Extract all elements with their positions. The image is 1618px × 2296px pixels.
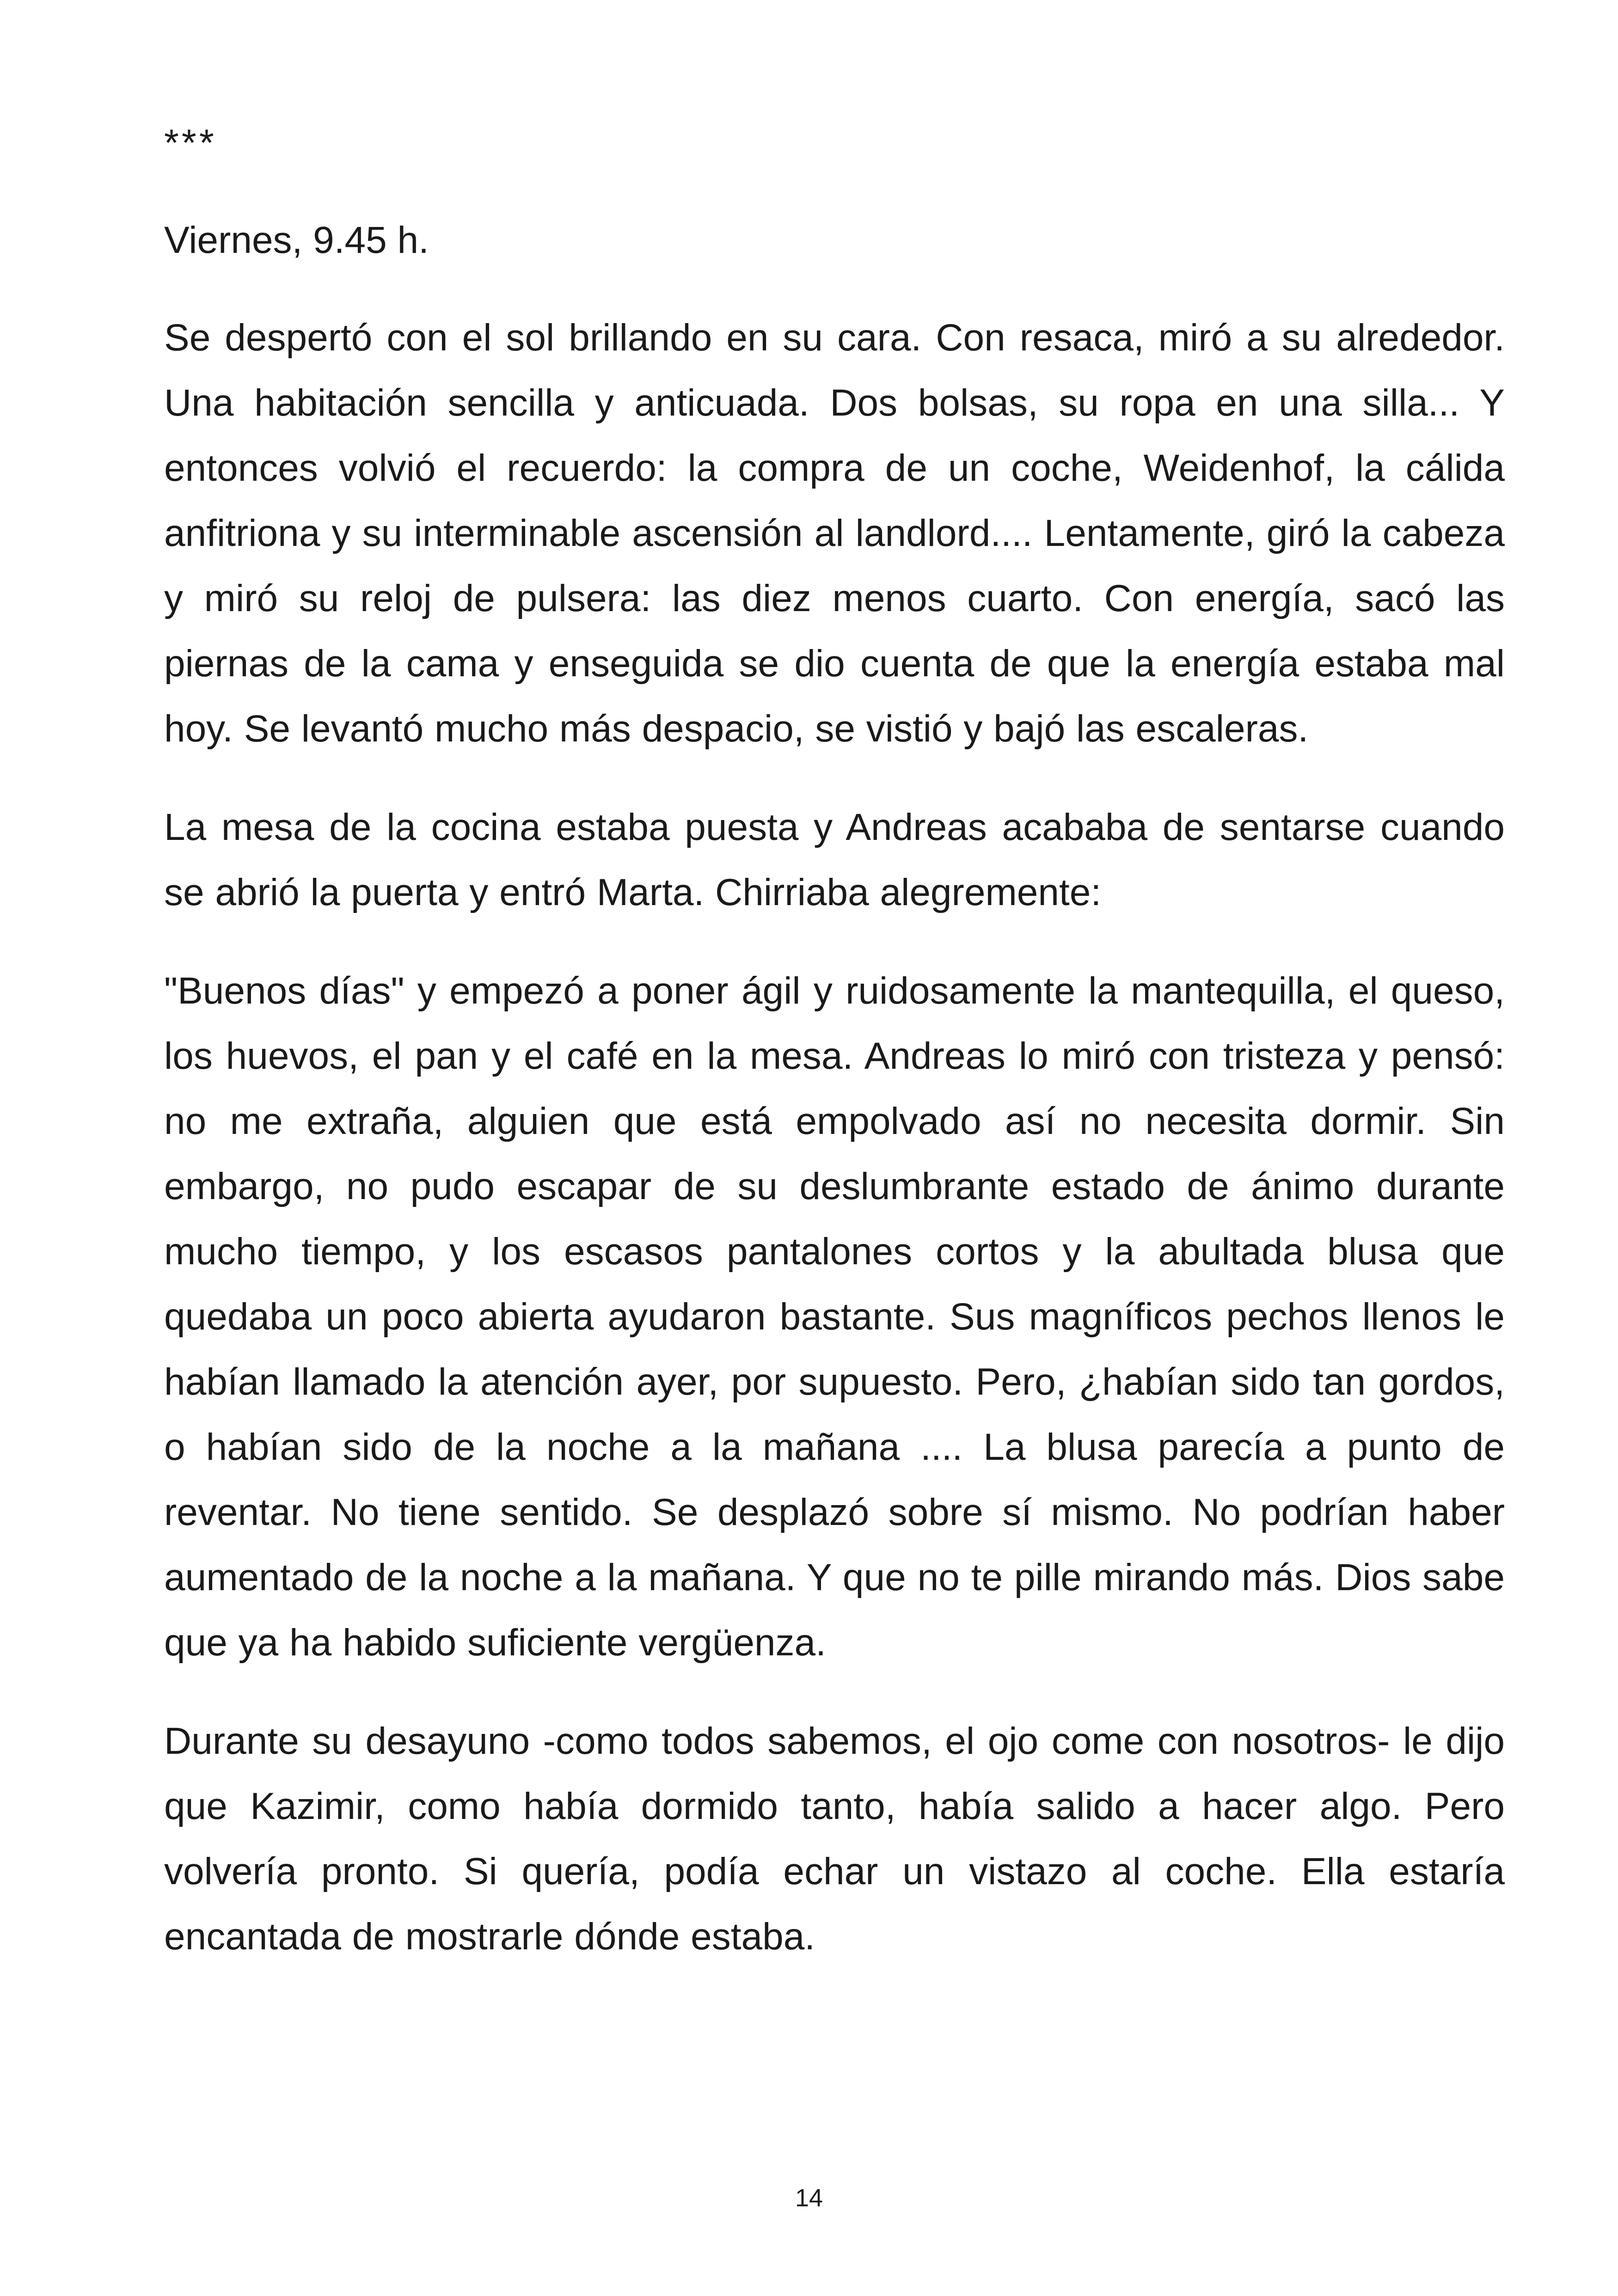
section-break-mark: *** xyxy=(164,122,217,164)
paragraph-kitchen-table: La mesa de la cocina estaba puesta y Andreas acababa de sentarse cuando se abrió la puerta y entró Marta. Chirriaba alegremente: xyxy=(164,806,1505,913)
paragraph-good-morning: "Buenos días" y empezó a poner ágil y ruidosamente la mantequilla, el queso, los huevos, el pan y el café en la mesa. Andreas lo miró con tristeza y pensó: no me extraña, alguien que está empolvado así no necesita dormir. Sin embargo, no pudo escapar de su deslumbrante estado de ánimo durante mucho tiempo, y los escasos pantalones cortos y la abultada blusa que quedaba un poco abierta ayudaron bastante. Sus magníficos pechos llenos le habían llamado la atención ayer, por supuesto. Pero, ¿habían sido tan gordos, o habían sido de la noche a la mañana .... La blusa parecía a punto de reventar. No tiene sentido. Se desplazó sobre sí mismo. No podrían haber aumentado de la noche a la mañana. Y que no te pille mirando más. Dios sabe que ya ha habido suficiente vergüenza. xyxy=(164,970,1505,1664)
page-number: 14 xyxy=(795,2184,823,2212)
paragraph-breakfast: Durante su desayuno -como todos sabemos, el ojo come con nosotros- le dijo que Kazimir, como había dormido tanto, había salido a hacer algo. Pero volvería pronto. Si quería, podía echar un vistazo al coche. Ella estaría encantada de mostrarle dónde estaba. xyxy=(164,1720,1505,1958)
page-body xyxy=(164,111,1505,2002)
paragraph-waking-up: Se despertó con el sol brillando en su cara. Con resaca, miró a su alrededor. Una habitación sencilla y anticuada. Dos bolsas, su ropa en una silla... Y entonces volvió el recuerdo: la compra de un coche, Weidenhof, la cálida anfitriona y su interminable ascensión al landlord.... Lentamente, giró la cabeza y miró su reloj de pulsera: las diez menos cuarto. Con energía, sacó las piernas de la cama y enseguida se dio cuenta de que la energía estaba mal hoy. Se levantó mucho más despacio, se vistió y bajó las escaleras. xyxy=(164,317,1505,750)
dateline: Viernes, 9.45 h. xyxy=(164,219,429,261)
